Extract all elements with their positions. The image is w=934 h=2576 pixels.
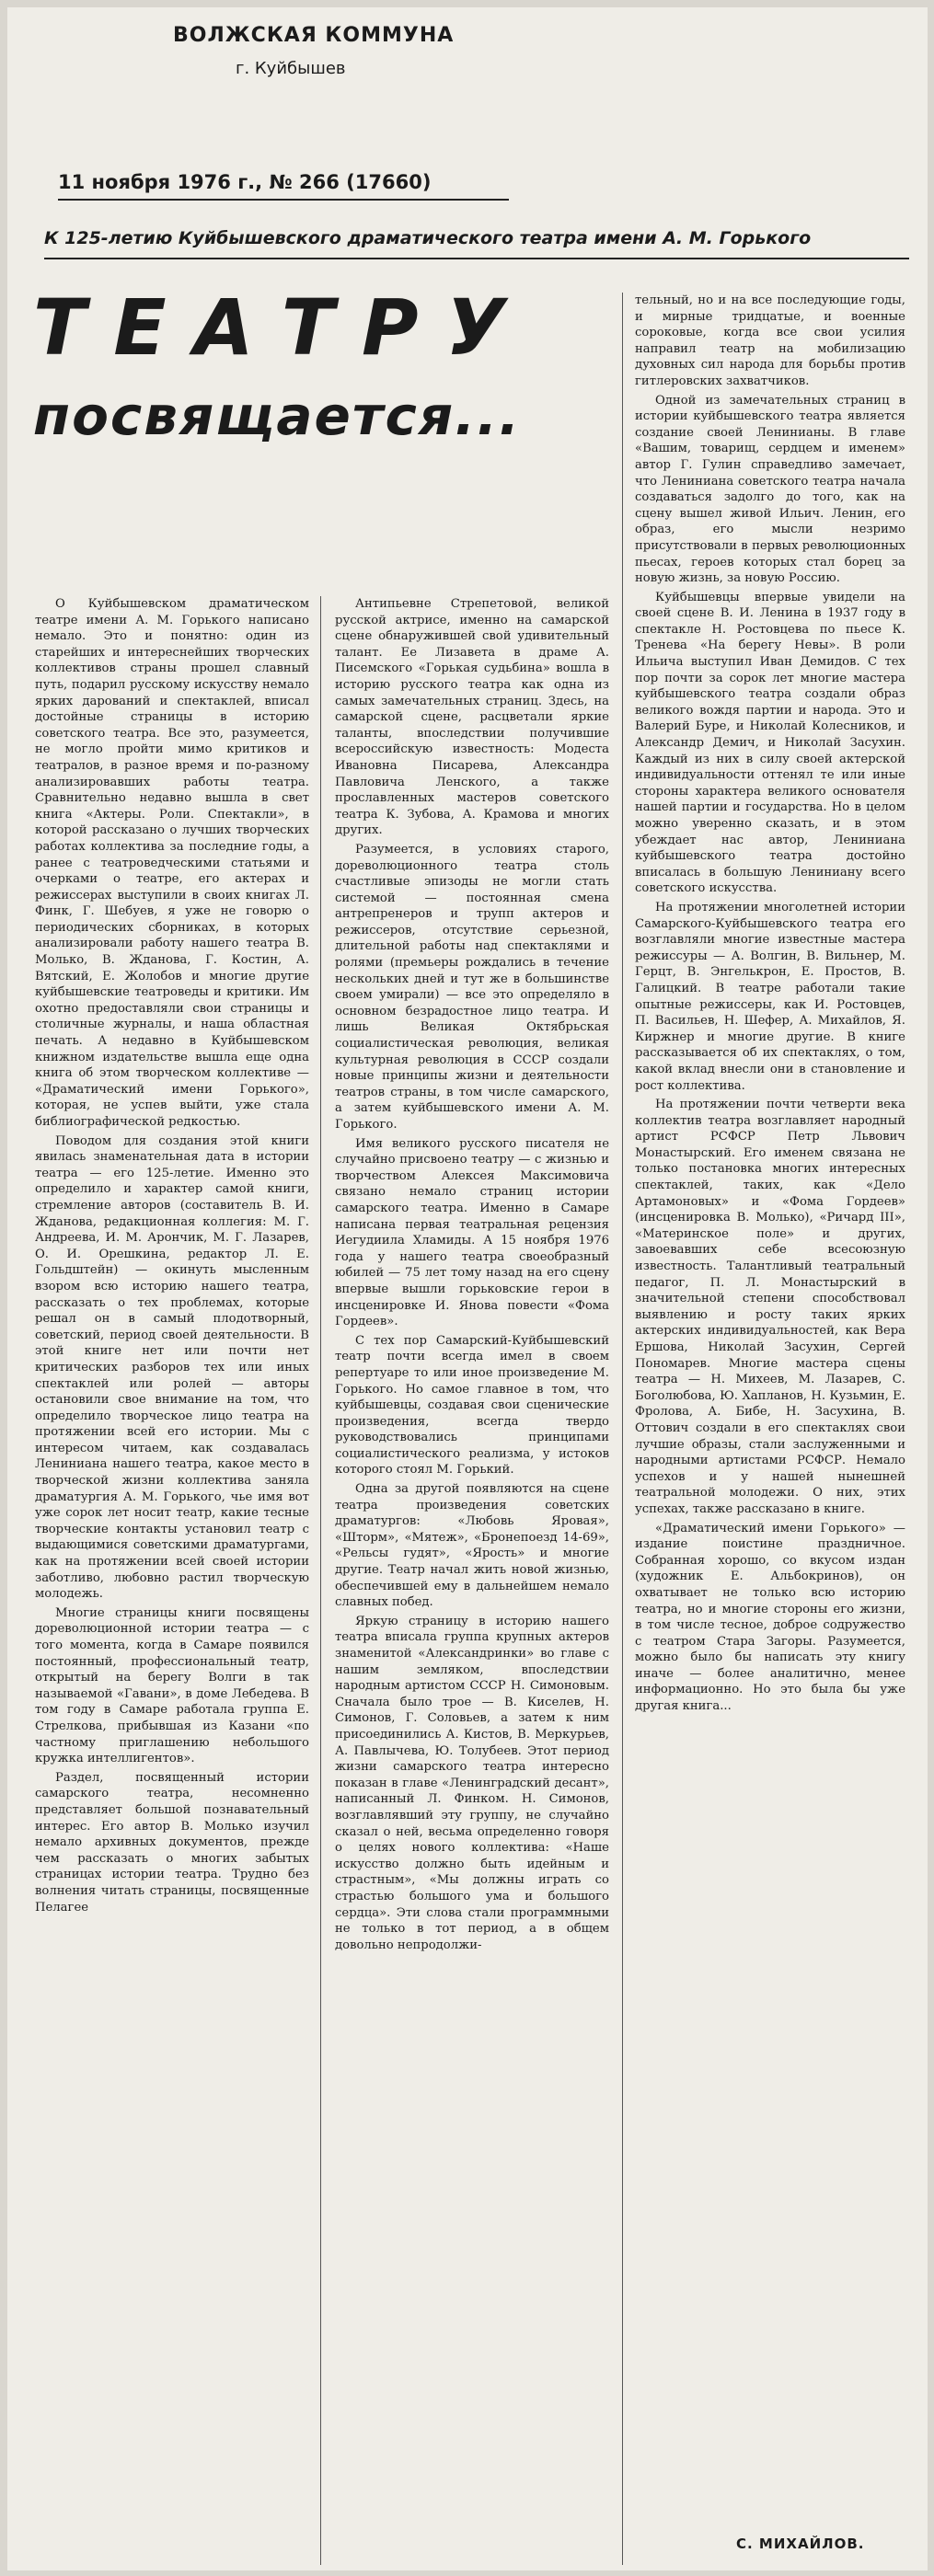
newspaper-name: ВОЛЖСКАЯ КОММУНА bbox=[173, 24, 455, 47]
paragraph: Антипьевне Стрепетовой, великой русской актрисе, именно на самарской сцене обнаружившей свой удивительный талант. Ее Лизавета в драме А. Писемского «Горькая судьбина» вошла в историю русского театра как одна из самых замечательных страниц. Здесь, на самарской сцене, расцветали яркие таланты, впоследствии получившие всероссийскую известность: Модеста Ивановна Писарева, Александра Павловича Ленского, а также прославленных мастеров советского театра К. Зубова, А. Крамова и многих других. bbox=[335, 597, 609, 838]
article-column-3 bbox=[635, 293, 905, 1718]
paragraph: Разумеется, в условиях старого, дореволюционного театра столь счастливые эпизоды не могли стать системой — постоянная смена антрепренеров и трупп актеров и режиссеров, отсутствие серьезной, длительной работы над спектаклями и ролями (премьеры рождались в течение нескольких дней и тут же в большинстве своем умирали) — все это определяло в основном безрадостное лицо театра. И лишь Великая Октябрьская социалистическая революция, великая культурная революция в СССР создали новые принципы жизни и деятельности театров страны, в том числе самарского, а затем куйбышевского имени А. М. Горького. bbox=[335, 842, 609, 1132]
article-column-1 bbox=[35, 596, 309, 1918]
paragraph: Поводом для создания этой книги явилась знаменательная дата в истории театра — его 125-летие. Именно это определило и характер самой книги, стремление авторов (составитель В. И. Жданова, редакционная коллегия: М. Г. Андреева, И. М. Арончик, М. Г. Лазарев, О. И. Орешкина, редактор Л. Е. Гольдштейн) — окинуть мысленным взором всю историю нашего театра, рассказать о тех проблемах, которые решал он в самый плодотворный, советский, период своей деятельности. В этой книге нет или почти нет критических разборов тех или иных спектаклей или ролей — авторы остановили свое внимание на том, что определило творческое лицо театра на протяжении всей его истории. Мы с интересом читаем, как создавалась Лениниана нашего театра, какое место в творческой жизни коллектива заняла драматургия А. М. Горького, чье имя вот уже сорок лет носит театр, какие тесные творческие контакты установил театр с выдающимися советскими драматургами, как на протяжении всей своей истории заботливо, любовно растил творческую молодежь. bbox=[35, 1133, 309, 1602]
paragraph: тельный, но и на все последующие годы, и мирные тридцатые, и военные сороковые, когда все свои усилия направил театр на мобилизацию духовных сил народа для борьбы против гитлеровских захватчиков. bbox=[635, 293, 905, 388]
paragraph: Раздел, посвященный истории самарского театра, несомненно представляет большой познавательный интерес. Его автор В. Молько изучил немало архивных документов, прежде чем рассказать о многих забытых страницах истории театра. Трудно без волнения читать страницы, посвященные Пелагее bbox=[35, 1770, 309, 1915]
issue-rule bbox=[58, 199, 509, 201]
article-column-2 bbox=[335, 596, 609, 1956]
paragraph: Многие страницы книги посвящены дореволюционной истории театра — с того момента, когда в Самаре появился постоянный, профессиональный театр, открытый на берегу Волги в так называемой «Гавани», в доме Лебедева. В том году в Самаре работала группа Е. Стрелкова, прибывшая из Казани «по частному приглашению небольшого кружка интеллигентов». bbox=[35, 1605, 309, 1766]
column-divider-1 bbox=[320, 596, 321, 2565]
newspaper-clipping bbox=[7, 7, 928, 2570]
headline-line-2: посвящается... bbox=[33, 385, 522, 447]
headline-line-1: ТЕАТРУ bbox=[33, 282, 534, 373]
author-signature: С. МИХАЙЛОВ. bbox=[736, 2536, 865, 2552]
paragraph: На протяжении почти четверти века коллектив театра возглавляет народный артист РСФСР Петр Львович Монастырский. Его именем связана не только постановка многих интересных спектаклей, таких, как «Дело Артамоновых» и «Фома Гордеев» (инсценировка В. Молько), «Ричард III», «Материнское поле» и других, завоевавших себе всесоюзную известность. Талантливый театральный педагог, П. Л. Монастырский в значительной степени способствовал выявлению и росту таких ярких актерских индивидуальностей, как Вера Ершова, Николай Засухин, Сергей Пономарев. Многие мастера сцены театра — Н. Михеев, М. Лазарев, С. Боголюбова, Ю. Хапланов, Н. Кузьмин, Е. Фролова, А. Бибе, Н. Засухина, В. Оттович создали в его спектаклях свои лучшие образы, стали заслуженными и народными артистами РСФСР. Немало успехов и у нашей нынешней театральной молодежи. О них, этих успехах, также рассказано в книге. bbox=[635, 1098, 905, 1516]
paragraph: Куйбышевцы впервые увидели на своей сцене В. И. Ленина в 1937 году в спектакле Н. Ростовцева по пьесе К. Тренева «На берегу Невы». В роли Ильича выступил Иван Демидов. С тех пор почти за сорок лет многие мастера куйбышевского театра создали образ великого вождя партии и народа. Это и Валерий Буре, и Николай Колесников, и Александр Демич, и Николай Засухин. Каждый из них в силу своей актерской индивидуальности оттенял те или иные стороны характера великого основателя нашей партии и государства. Но в целом можно уверенно сказать, и в этом убеждает нас автор, Лениниана куйбышевского театра достойно вписалась в большую Лениниану всего советского искусства. bbox=[635, 590, 905, 896]
paragraph: Одна за другой появляются на сцене театра произведения советских драматургов: «Любовь Яровая», «Шторм», «Мятеж», «Бронепоезд 14-69», «Рельсы гудят», «Ярость» и многие другие. Театр начал жить новой жизнью, обеспечившей ему в дальнейшем немало славных побед. bbox=[335, 1482, 609, 1610]
paragraph: С тех пор Самарский-Куйбышевский театр почти всегда имел в своем репертуаре то или иное произведение М. Горького. Но самое главное в том, что куйбышевцы, создавая свои сценические произведения, всегда твердо руководствовались принципами социалистического реализма, у истоков которого стоял М. Горький. bbox=[335, 1333, 609, 1478]
paragraph: Одной из замечательных страниц в истории куйбышевского театра является создание своей Ленинианы. В главе «Вашим, товарищ, сердцем и именем» автор Г. Гулин справедливо замечает, что Лениниана советского театра начала создаваться задолго до того, как на сцену вышел живой Ильич. Ленин, его образ, его мысли незримо присутствовали в первых революционных пьесах, героев которых стал борец за новую жизнь, за новую Россию. bbox=[635, 393, 905, 586]
paragraph: Яркую страницу в историю нашего театра вписала группа крупных актеров знаменитой «Александринки» во главе с нашим земляком, впоследствии народным артистом СССР Н. Симоновым. Сначала было трое — В. Киселев, Н. Симонов, Г. Соловьев, а затем к ним присоединились А. Кистов, В. Меркурьев, А. Павлычева, Ю. Толубеев. Этот период жизни самарского театра интересно показан в главе «Ленинградский десант», написанный Л. Финком. Н. Симонов, возглавлявший эту группу, не случайно сказал о ней, весьма определенно говоря о целях нового коллектива: «Наше искусство должно быть идейным и страстным», «Мы должны играть со страстью большого ума и большого сердца». Эти слова стали программными не только в тот период, а в общем довольно непродолжи- bbox=[335, 1614, 609, 1952]
article-kicker: К 125-летию Куйбышевского драматического театра имени А. М. Горького bbox=[44, 228, 909, 259]
issue-date-number: 11 ноября 1976 г., № 266 (17660) bbox=[58, 171, 432, 193]
paragraph: Имя великого русского писателя не случайно присвоено театру — с жизнью и творчеством Алексея Максимовича связано немало страниц истории самарского театра. Именно в Самаре написана первая театральная рецензия Иегудиила Хламиды. А 15 ноября 1976 года у нашего театра своеобразный юбилей — 75 лет тому назад на его сцену впервые вышли горьковские герои в инсценировке И. Янова повести «Фома Гордеев». bbox=[335, 1136, 609, 1329]
newspaper-city: г. Куйбышев bbox=[236, 59, 346, 78]
masthead bbox=[7, 7, 523, 136]
paragraph: На протяжении многолетней истории Самарского-Куйбышевского театра его возглавляли многие известные мастера режиссуры — А. Волгин, В. Вильнер, М. Герцт, В. Энгелькрон, Е. Простов, В. Галицкий. В театре работали такие опытные режиссеры, как И. Ростовцев, П. Васильев, Н. Шефер, А. Михайлов, Я. Киржнер и многие другие. В книге рассказывается об их спектаклях, о том, какой вклад внесли они в становление и рост коллектива. bbox=[635, 900, 905, 1093]
paragraph: О Куйбышевском драматическом театре имени А. М. Горького написано немало. Это и понятно: один из старейших и интереснейших творческих коллективов страны прошел славный путь, подарил русскому искусству немало ярких дарований и спектаклей, вписал достойные страницы в историю советского театра. Все это, разумеется, не могло пройти мимо критиков и театралов, в разное время и по-разному анализировавших работы театра. Сравнительно недавно вышла в свет книга «Актеры. Роли. Спектакли», в которой рассказано о лучших творческих работах коллектива за последние годы, а ранее с театроведческими статьями и очерками о театре, его актерах и режиссерах выступили в своих книгах Л. Финк, Г. Шебуев, я уже не говорю о периодических сборниках, в которых анализировали работу нашего театра В. Молько, В. Жданова, Г. Костин, А. Вятский, Е. Жолобов и многие другие куйбышевские театроведы и критики. Им охотно предоставляли свои страницы и столичные журналы, и наша областная печать. А недавно в Куйбышевском книжном издательстве вышла еще одна книга об этом творческом коллективе — «Драматический имени Горького», которая, не успев выйти, уже стала библиографической редкостью. bbox=[35, 597, 309, 1129]
column-divider-2 bbox=[622, 293, 623, 2565]
paragraph: «Драматический имени Горького» — издание поистине праздничное. Собранная хорошо, со вкусом издан (художник Е. Альбокринов), он охватывает не только всю историю театра, но и многие стороны его жизни, в том числе тесное, доброе содружество с театром Стара Загоры. Разумеется, можно было бы написать эту книгу иначе — более аналитично, менее информационно. Но это была бы уже другая книга... bbox=[635, 1521, 905, 1714]
